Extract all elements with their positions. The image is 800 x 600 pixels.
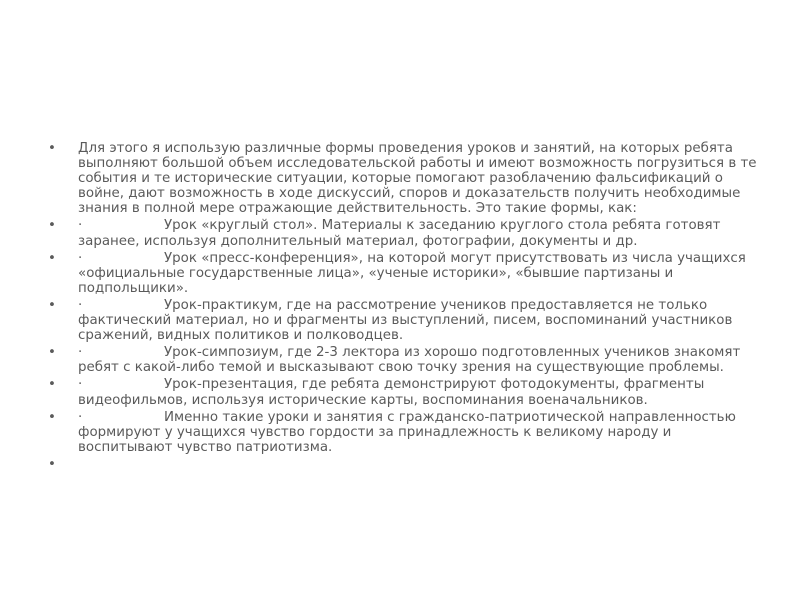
bullet-item [48,457,760,472]
bullet-text [78,298,760,343]
sub-marker: · [78,297,83,313]
bullet-text [78,457,760,472]
bullet-item [48,141,760,216]
bullet-item [48,251,760,296]
paragraph-text: Именно такие уроки и занятия с гражданско-патриотической направленностью формируют у учащихся чувство гордости за принадлежность к великому народу и воспитывают чувство патриотизма. [78,409,736,455]
bullet-text [78,218,760,248]
bullet-marker: • [48,409,56,425]
sub-marker: · [78,218,83,234]
bullet-list [48,141,760,474]
bullet-item [48,218,760,248]
bullet-text [78,345,760,375]
bullet-text [78,377,760,407]
bullet-marker: • [48,345,56,361]
paragraph-text: Урок-симпозиум, где 2-3 лектора из хорошо подготовленных учеников знакомят ребят с какой-либо темой и высказывают свою точку зрения на существующие проблемы. [78,345,741,376]
sub-marker: · [78,250,83,266]
bullet-marker: • [48,141,56,156]
bullet-marker: • [48,377,56,393]
paragraph-text: Урок «пресс-конференция», на которой могут присутствовать из числа учащихся «официальные государственные лица», «ученые историки», «бывшие партизаны и подпольщики». [78,250,746,296]
bullet-text [78,410,760,455]
paragraph-text: Урок «круглый стол». Материалы к заседанию круглого стола ребята готовят заранее, используя дополнительный материал, фотографии, документы и др. [78,218,721,249]
sub-marker: · [78,345,83,361]
bullet-item [48,377,760,407]
bullet-marker: • [48,250,56,266]
sub-marker: · [78,377,83,393]
bullet-marker: • [48,218,56,234]
bullet-marker: • [48,297,56,313]
paragraph-text: Урок-презентация, где ребята демонстрируют фотодокументы, фрагменты видеофильмов, используя исторические карты, воспоминания военачальников. [78,377,705,408]
bullet-text [78,141,760,216]
sub-marker: · [78,409,83,425]
bullet-marker: • [48,456,56,472]
paragraph-text: Для этого я использую различные формы проведения уроков и занятий, на которых ребята выполняют большой объем исследовательской работы и имеют возможность погрузиться в те события и те исторические ситуации, которые помогают разоблачению фальсификаций о войне, дают возможность в ходе дискуссий, споров и доказательств получить необходимые знания в полной мере отражающие действительность. Это такие формы, как: [78,141,757,217]
bullet-item [48,410,760,455]
bullet-item [48,345,760,375]
paragraph-text: Урок-практикум, где на рассмотрение учеников предоставляется не только фактический материал, но и фрагменты из выступлений, писем, воспоминаний участников сражений, видных политиков и полководцев. [78,297,733,344]
bullet-text [78,251,760,296]
bullet-item [48,298,760,343]
